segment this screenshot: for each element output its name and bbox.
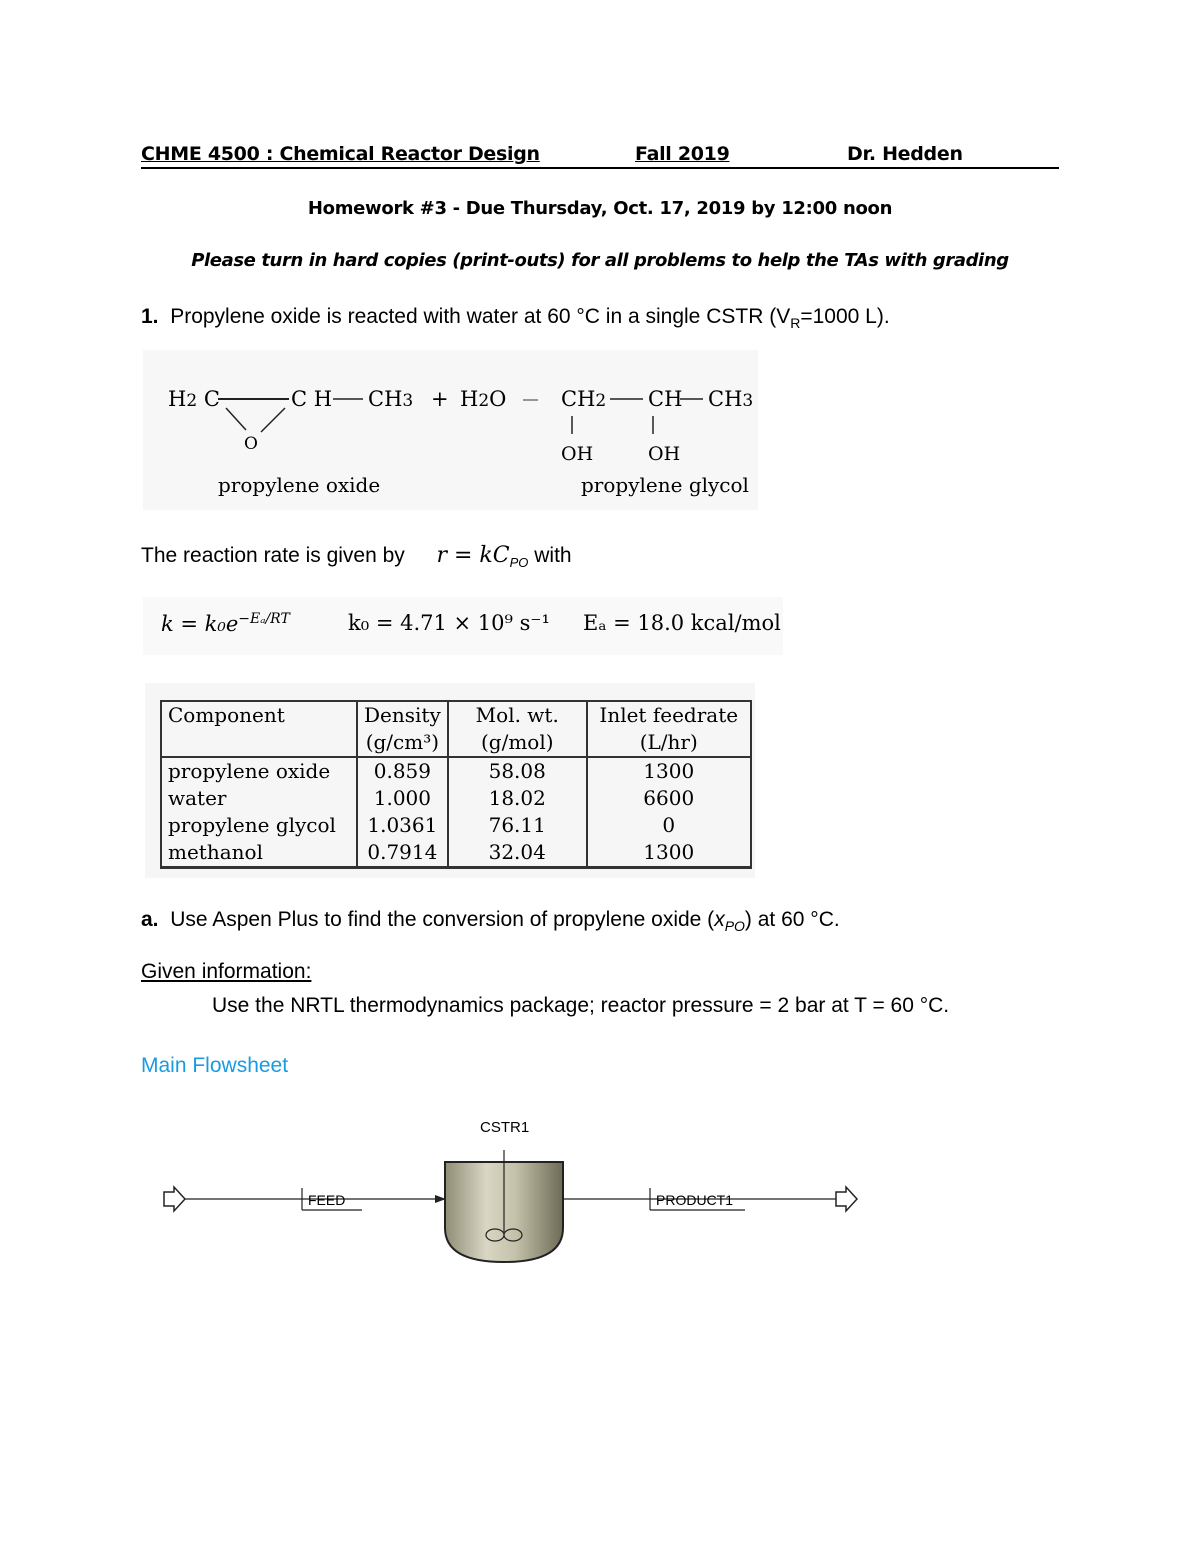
- course-title: CHME 4500 : Chemical Reactor Design: [141, 143, 540, 165]
- cell-molwt: 58.08: [448, 757, 587, 785]
- plus-sign: +: [431, 387, 449, 411]
- pg-ch2: CH2: [561, 387, 607, 411]
- rate-equation: r = kC: [436, 543, 510, 568]
- rate-prefix: The reaction rate is given by: [141, 544, 405, 567]
- homework-note: Please turn in hard copies (print-outs) for all problems to help the TAs with grading: [191, 250, 1009, 271]
- part-a-text-after: ) at 60 °C.: [744, 908, 840, 931]
- cell-component: propylene oxide: [161, 757, 357, 785]
- feed-stream-label[interactable]: FEED: [308, 1192, 346, 1208]
- properties-table: [160, 700, 752, 869]
- problem-text-after: =1000 L).: [800, 305, 890, 328]
- pg-ch: CH: [648, 387, 683, 411]
- term: Fall 2019: [635, 143, 730, 165]
- problem-text-before: Propylene oxide is reacted with water at 60 °C in a single CSTR (V: [170, 305, 791, 328]
- rate-constant-figure: [143, 597, 783, 655]
- header-component: Component: [161, 701, 357, 757]
- epoxide-oxygen: O: [244, 434, 258, 454]
- cell-feedrate: 1300: [587, 757, 751, 785]
- table-row: [161, 785, 751, 812]
- page-header: [141, 143, 1059, 169]
- product-stream-label[interactable]: PRODUCT1: [656, 1192, 734, 1208]
- pg-oh2: OH: [648, 443, 681, 465]
- header-density: Density (g/cm³): [357, 701, 448, 757]
- problem-number: 1.: [141, 305, 159, 328]
- epoxide-bond-right: [261, 408, 285, 432]
- part-a-x: x: [714, 908, 725, 931]
- pg-ch3: CH3: [708, 387, 754, 411]
- table-row: [161, 812, 751, 839]
- rate-subscript: PO: [509, 555, 529, 571]
- po-ch: C H: [291, 387, 333, 411]
- table-header-row: [161, 701, 751, 757]
- cell-density: 0.859: [357, 757, 448, 785]
- reaction-scheme: [143, 350, 758, 510]
- header-feedrate: Inlet feedrate (L/hr): [587, 701, 751, 757]
- cell-density: 0.7914: [357, 839, 448, 868]
- pg-oh1: OH: [561, 443, 594, 465]
- k-expr-base: k = k₀e: [161, 612, 239, 636]
- flowsheet-title: Main Flowsheet: [141, 1054, 289, 1077]
- reaction-drawing: [143, 350, 758, 510]
- k-expr-exponent: −Eₐ/RT: [238, 611, 290, 627]
- cell-molwt: 32.04: [448, 839, 587, 868]
- properties-table-figure: [145, 683, 755, 878]
- epoxide-bond-left: [226, 408, 246, 430]
- flowsheet-svg: [150, 1110, 870, 1280]
- cell-molwt: 18.02: [448, 785, 587, 812]
- header-molwt: Mol. wt. (g/mol): [448, 701, 587, 757]
- homework-title: Homework #3 - Due Thursday, Oct. 17, 2019 by 12:00 noon: [307, 198, 893, 219]
- rate-suffix: with: [534, 544, 572, 567]
- problem-1-statement: [141, 305, 890, 331]
- part-a-x-sub: PO: [724, 918, 745, 935]
- part-a-text-before: Use Aspen Plus to find the conversion of propylene oxide (: [170, 908, 715, 931]
- volume-subscript: R: [790, 315, 801, 332]
- cell-density: 1.0361: [357, 812, 448, 839]
- k0-value: k₀ = 4.71 × 10⁹ s⁻¹: [348, 611, 550, 635]
- cell-feedrate: 1300: [587, 839, 751, 868]
- po-h2c: H2 C: [168, 387, 220, 411]
- part-a-statement: [141, 908, 840, 934]
- instructor: Dr. Hedden: [847, 143, 963, 165]
- table-row: [161, 839, 751, 868]
- cell-molwt: 76.11: [448, 812, 587, 839]
- product-name: propylene glycol: [581, 473, 749, 497]
- given-heading: Given information:: [141, 960, 312, 983]
- cell-feedrate: 0: [587, 812, 751, 839]
- k-expression: [161, 611, 290, 636]
- product-outlet-arrow-icon[interactable]: [836, 1187, 857, 1211]
- cell-feedrate: 6600: [587, 785, 751, 812]
- part-a-label: a.: [141, 908, 159, 931]
- cell-component: methanol: [161, 839, 357, 868]
- rate-law-line: [141, 543, 572, 570]
- water-formula: H2O: [460, 387, 507, 411]
- reactor-label[interactable]: CSTR1: [480, 1119, 530, 1136]
- reactant-name: propylene oxide: [218, 473, 381, 497]
- cell-component: propylene glycol: [161, 812, 357, 839]
- cell-density: 1.000: [357, 785, 448, 812]
- cell-component: water: [161, 785, 357, 812]
- feed-inlet-arrow-icon[interactable]: [164, 1187, 185, 1211]
- flowsheet-diagram: [150, 1110, 870, 1280]
- table-row: [161, 757, 751, 785]
- po-ch3: CH3: [368, 387, 414, 411]
- ea-value: Eₐ = 18.0 kcal/mol: [583, 611, 781, 635]
- given-text: Use the NRTL thermodynamics package; reactor pressure = 2 bar at T = 60 °C.: [212, 994, 950, 1017]
